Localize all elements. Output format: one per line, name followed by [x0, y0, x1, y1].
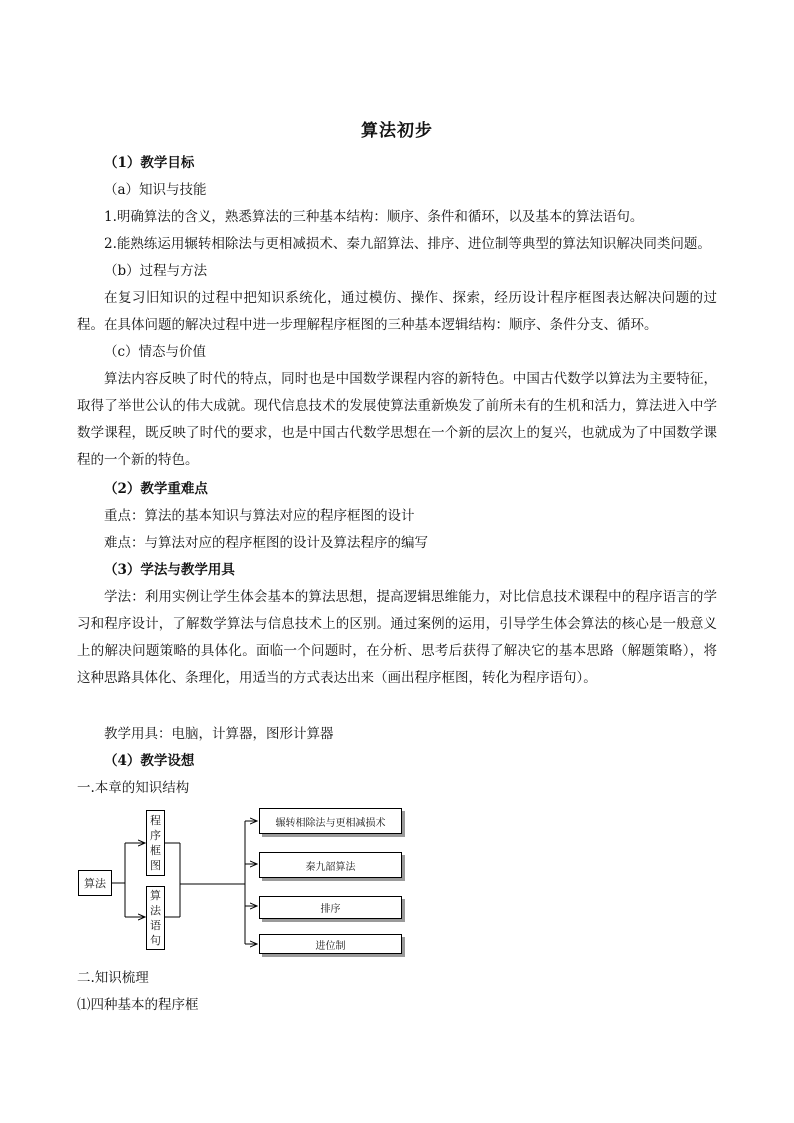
section-1-heading: （1）教学目标: [104, 155, 195, 171]
diagram-node-statements: [146, 886, 165, 950]
section-1b-subheading: （b）过程与方法: [104, 263, 208, 279]
diagram-node-flowchart-char-3: 框: [150, 844, 161, 857]
diagram-node-flowchart: [146, 810, 165, 876]
diagram-node-flowchart-char-2: 序: [150, 829, 161, 842]
diagram-node-flowchart-char-4: 图: [150, 859, 161, 872]
diagram-item-sorting: 排序: [259, 896, 402, 919]
section-3-tools: 教学用具：电脑，计算器，图形计算器: [104, 726, 334, 742]
section-1b-paragraph: 在复习旧知识的过程中把知识系统化，通过模仿、操作、探索，经历设计程序框图表达解决问题的过程。在具体问题的解决过程中进一步理解程序框图的三种基本逻辑结构：顺序、条件分支、循环。: [77, 290, 717, 333]
diagram-node-statements-char-4: 句: [150, 934, 161, 947]
section-4-four-flowchart-boxes: ⑴四种基本的程序框: [77, 997, 199, 1013]
diagram-node-statements-char-2: 法: [150, 904, 161, 917]
section-2-heading: （2）教学重难点: [104, 481, 208, 497]
section-4-knowledge-structure: 一.本章的知识结构: [77, 780, 190, 796]
page-title: 算法初步: [361, 121, 433, 141]
section-3-heading: （3）学法与教学用具: [104, 562, 235, 578]
section-1a-item-1: 1.明确算法的含义，熟悉算法的三种基本结构：顺序、条件和循环，以及基本的算法语句。: [104, 209, 644, 225]
diagram-node-statements-char-3: 语: [150, 919, 161, 932]
section-1c-subheading: （c）情态与价值: [104, 344, 207, 360]
section-1c-paragraph: 算法内容反映了时代的特点，同时也是中国数学课程内容的新特色。中国古代数学以算法为主要特征，取得了举世公认的伟大成就。现代信息技术的发展使算法重新焕发了前所未有的生机和活力，算法进入中学数学课程，既反映了时代的要求，也是中国古代数学思想在一个新的层次上的复兴，也就成为了中国数学课程的一个新的特色。: [77, 371, 717, 468]
section-4-heading: （4）教学设想: [104, 753, 195, 769]
diagram-item-euclid: 辗转相除法与更相减损术: [259, 808, 402, 834]
section-2-difficulty: 难点：与算法对应的程序框图的设计及算法程序的编写: [104, 535, 428, 551]
diagram-root-node: 算法: [78, 870, 112, 896]
diagram-item-qin-jiushao: 秦九韶算法: [259, 852, 402, 878]
section-1a-subheading: （a）知识与技能: [104, 182, 207, 198]
section-4-knowledge-review: 二.知识梳理: [77, 970, 149, 986]
diagram-item-number-base: 进位制: [259, 934, 402, 954]
diagram-node-flowchart-char-1: 程: [150, 814, 161, 827]
section-1a-item-2: 2.能熟练运用辗转相除法与更相减损术、秦九韶算法、排序、进位制等典型的算法知识解决同类问题。: [104, 236, 711, 252]
section-2-key-point: 重点：算法的基本知识与算法对应的程序框图的设计: [104, 508, 415, 524]
section-3-paragraph: 学法：利用实例让学生体会基本的算法思想，提高逻辑思维能力，对比信息技术课程中的程序语言的学习和程序设计，了解数学算法与信息技术上的区别。通过案例的运用，引导学生体会算法的核心是一般意义上的解决问题策略的具体化。面临一个问题时，在分析、思考后获得了解决它的基本思路（解题策略），将这种思路具体化、条理化，用适当的方式表达出来（画出程序框图，转化为程序语句）。: [77, 589, 717, 686]
diagram-node-statements-char-1: 算: [150, 889, 161, 902]
